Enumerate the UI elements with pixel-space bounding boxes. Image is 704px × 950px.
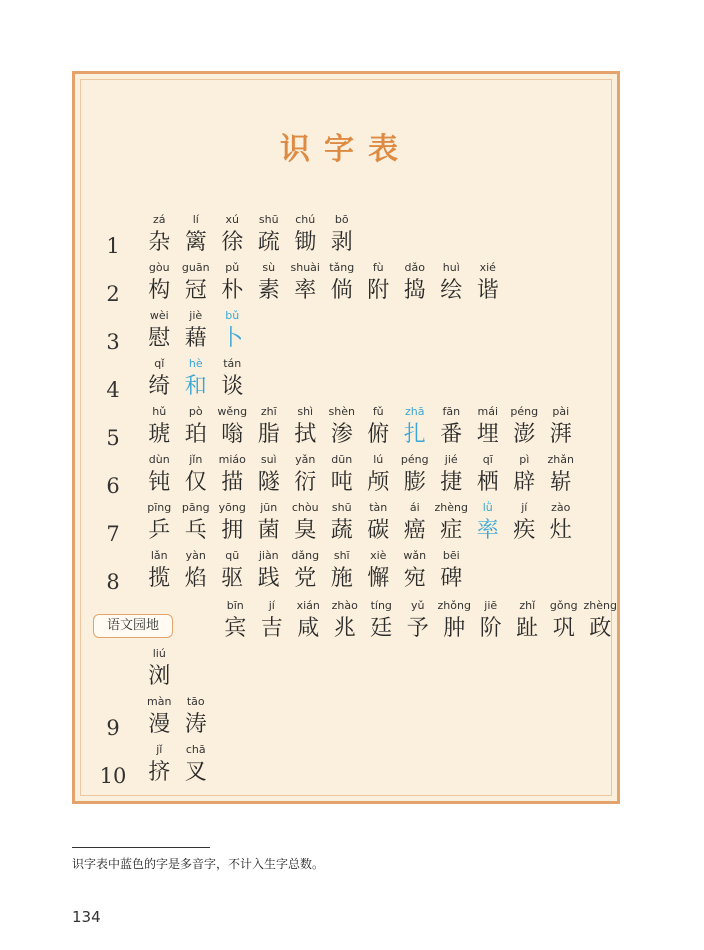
hanzi: 琥	[148, 422, 171, 447]
hanzi: 剥	[330, 230, 353, 255]
pinyin: jié	[444, 453, 458, 466]
pinyin: huì	[442, 261, 460, 274]
hanzi: 趾	[516, 616, 539, 641]
character-cell	[543, 404, 580, 450]
pinyin: xú	[225, 213, 239, 226]
pinyin: shū	[331, 501, 352, 514]
pinyin: jǐn	[189, 453, 203, 466]
hanzi: 施	[330, 566, 353, 591]
pinyin: pǔ	[225, 261, 240, 274]
character-cell	[543, 500, 580, 546]
pinyin: sù	[262, 261, 276, 274]
hanzi: 徐	[221, 230, 244, 255]
hanzi: 咸	[297, 616, 320, 641]
pinyin: yǔ	[411, 599, 425, 612]
pinyin: jí	[268, 599, 275, 612]
pinyin: fù	[372, 261, 384, 274]
hanzi: 疾	[513, 518, 536, 543]
character-cell	[433, 260, 470, 306]
hanzi: 率	[294, 278, 317, 303]
pinyin: chòu	[291, 501, 319, 514]
pinyin: gòu	[148, 261, 170, 274]
character-cell	[433, 452, 470, 498]
character-list	[141, 742, 214, 788]
hanzi: 钝	[148, 470, 171, 495]
lesson-number: 3	[106, 330, 120, 354]
hanzi: 衍	[294, 470, 317, 495]
hanzi: 兆	[333, 616, 356, 641]
page-number: 134	[72, 908, 101, 926]
pinyin: xián	[296, 599, 320, 612]
character-cell	[543, 452, 580, 498]
lesson-number: 8	[106, 570, 120, 594]
pinyin: lú	[373, 453, 384, 466]
character-cell	[251, 500, 288, 546]
vocabulary-row	[93, 694, 613, 740]
pinyin: pò	[188, 405, 203, 418]
pinyin: bīn	[226, 599, 244, 612]
character-cell	[324, 452, 361, 498]
hanzi: 焰	[184, 566, 207, 591]
character-cell	[433, 500, 470, 546]
footnote: 识字表中蓝色的字是多音字，不计入生字总数。	[72, 857, 325, 871]
character-cell	[470, 260, 507, 306]
lesson-number: 6	[106, 474, 120, 498]
pinyin: tàn	[369, 501, 388, 514]
hanzi: 栖	[476, 470, 499, 495]
vocabulary-row	[93, 598, 617, 644]
hanzi: 疏	[257, 230, 280, 255]
character-cell	[287, 212, 324, 258]
pinyin: shī	[333, 549, 350, 562]
character-cell	[251, 212, 288, 258]
hanzi: 绘	[440, 278, 463, 303]
character-cell	[214, 500, 251, 546]
hanzi: 隧	[257, 470, 280, 495]
character-cell	[141, 500, 178, 546]
pinyin: wèi	[149, 309, 169, 322]
character-cell	[254, 598, 291, 644]
hanzi: 症	[440, 518, 463, 543]
yuwen-yuandi-badge: 语文园地	[93, 614, 173, 638]
character-list	[141, 260, 506, 306]
character-cell	[178, 308, 215, 354]
pinyin: zhā	[405, 405, 425, 418]
hanzi: 率	[476, 518, 499, 543]
hanzi: 肿	[443, 616, 466, 641]
lesson-number: 9	[106, 716, 120, 740]
hanzi: 篱	[184, 230, 207, 255]
character-cell	[214, 548, 251, 594]
hanzi: 碑	[440, 566, 463, 591]
character-cell	[360, 260, 397, 306]
pinyin: wǎn	[403, 549, 427, 562]
hanzi: 吨	[330, 470, 353, 495]
character-cell	[251, 452, 288, 498]
pinyin: fān	[442, 405, 461, 418]
character-cell	[397, 260, 434, 306]
pinyin: jiè	[189, 309, 203, 322]
pinyin: bēi	[442, 549, 460, 562]
character-cell	[506, 404, 543, 450]
pinyin: zhǒng	[437, 599, 471, 612]
character-cell	[360, 548, 397, 594]
character-cell	[214, 452, 251, 498]
pinyin: tán	[223, 357, 242, 370]
character-cell	[178, 452, 215, 498]
character-cell	[217, 598, 254, 644]
hanzi: 捷	[440, 470, 463, 495]
hanzi: 倘	[330, 278, 353, 303]
character-list	[141, 500, 579, 546]
pinyin: tǎng	[329, 261, 355, 274]
hanzi: 谈	[221, 374, 244, 399]
hanzi: 捣	[403, 278, 426, 303]
hanzi: 驱	[221, 566, 244, 591]
character-cell	[360, 404, 397, 450]
hanzi: 癌	[403, 518, 426, 543]
character-cell	[178, 260, 215, 306]
pinyin: shèn	[328, 405, 355, 418]
hanzi: 臭	[294, 518, 317, 543]
character-cell	[433, 404, 470, 450]
hanzi: 湃	[549, 422, 572, 447]
pinyin: shì	[297, 405, 314, 418]
hanzi: 膨	[403, 470, 426, 495]
pinyin: liú	[152, 647, 166, 660]
pinyin: shū	[258, 213, 279, 226]
character-cell	[141, 646, 178, 692]
character-cell	[509, 598, 546, 644]
hanzi: 挤	[148, 760, 171, 785]
hanzi: 渗	[330, 422, 353, 447]
pinyin: bō	[334, 213, 349, 226]
pinyin: tíng	[370, 599, 392, 612]
polyphonic-character	[397, 404, 434, 450]
character-cell	[214, 260, 251, 306]
hanzi: 阶	[479, 616, 502, 641]
pinyin: ái	[409, 501, 420, 514]
character-cell	[178, 548, 215, 594]
character-list	[217, 598, 619, 644]
character-cell	[178, 500, 215, 546]
pinyin: zhǎn	[547, 453, 574, 466]
pinyin: zhèng	[583, 599, 617, 612]
pinyin: yǎn	[295, 453, 316, 466]
character-cell	[324, 260, 361, 306]
hanzi: 珀	[184, 422, 207, 447]
character-cell	[251, 404, 288, 450]
hanzi: 巩	[552, 616, 575, 641]
character-cell	[506, 452, 543, 498]
vocabulary-row	[93, 308, 613, 354]
character-cell	[324, 212, 361, 258]
vocabulary-row	[93, 356, 613, 402]
pinyin: fǔ	[372, 405, 384, 418]
hanzi: 拥	[221, 518, 244, 543]
vocabulary-row	[93, 548, 613, 594]
hanzi: 党	[294, 566, 317, 591]
hanzi: 灶	[549, 518, 572, 543]
lesson-number: 7	[106, 522, 120, 546]
hanzi: 扎	[403, 422, 426, 447]
pinyin: jiàn	[258, 549, 279, 562]
hanzi: 廷	[370, 616, 393, 641]
hanzi: 素	[257, 278, 280, 303]
character-cell	[287, 260, 324, 306]
hanzi: 宛	[403, 566, 426, 591]
pinyin: lǜ	[482, 501, 493, 514]
pinyin: xié	[479, 261, 496, 274]
pinyin: bǔ	[225, 309, 240, 322]
pinyin: chú	[295, 213, 316, 226]
hanzi: 拭	[294, 422, 317, 447]
pinyin: zhào	[331, 599, 358, 612]
character-cell	[324, 500, 361, 546]
character-cell	[287, 452, 324, 498]
character-cell	[141, 404, 178, 450]
hanzi: 崭	[549, 470, 572, 495]
hanzi: 冠	[184, 278, 207, 303]
character-cell	[582, 598, 619, 644]
character-cell	[251, 260, 288, 306]
hanzi: 藉	[184, 326, 207, 351]
polyphonic-character	[214, 308, 251, 354]
pinyin: yōng	[218, 501, 246, 514]
character-cell	[363, 598, 400, 644]
hanzi: 践	[257, 566, 280, 591]
character-cell	[473, 598, 510, 644]
vocabulary-row	[93, 260, 613, 306]
hanzi: 慰	[148, 326, 171, 351]
hanzi: 朴	[221, 278, 244, 303]
pinyin: zhī	[260, 405, 277, 418]
character-cell	[178, 404, 215, 450]
vocabulary-row	[93, 742, 613, 788]
hanzi: 卜	[221, 326, 244, 351]
character-cell	[178, 742, 215, 788]
character-cell	[546, 598, 583, 644]
character-cell	[433, 548, 470, 594]
hanzi: 政	[589, 616, 612, 641]
character-list	[141, 694, 214, 740]
character-cell	[324, 404, 361, 450]
character-cell	[506, 500, 543, 546]
hanzi: 漫	[148, 712, 171, 737]
character-cell	[178, 212, 215, 258]
character-list	[141, 452, 579, 498]
hanzi: 揽	[148, 566, 171, 591]
hanzi: 菌	[257, 518, 280, 543]
character-cell	[141, 694, 178, 740]
pinyin: dūn	[331, 453, 353, 466]
character-cell	[287, 548, 324, 594]
character-cell	[470, 404, 507, 450]
character-list	[141, 212, 360, 258]
hanzi: 附	[367, 278, 390, 303]
character-list	[141, 308, 251, 354]
pinyin: pì	[519, 453, 530, 466]
character-cell	[178, 694, 215, 740]
character-cell	[360, 500, 397, 546]
pinyin: màn	[147, 695, 172, 708]
pinyin: xiè	[370, 549, 387, 562]
lesson-number: 2	[106, 282, 120, 306]
pinyin: lǎn	[150, 549, 168, 562]
hanzi: 叉	[184, 760, 207, 785]
pinyin: pīng	[147, 501, 172, 514]
pinyin: dǎng	[291, 549, 320, 562]
hanzi: 蔬	[330, 518, 353, 543]
hanzi: 涛	[184, 712, 207, 737]
hanzi: 描	[221, 470, 244, 495]
pinyin: mái	[477, 405, 498, 418]
pinyin: qū	[225, 549, 240, 562]
character-cell	[214, 356, 251, 402]
character-cell	[397, 548, 434, 594]
hanzi: 和	[184, 374, 207, 399]
character-cell	[360, 452, 397, 498]
pinyin: wěng	[217, 405, 248, 418]
hanzi: 构	[148, 278, 171, 303]
pinyin: dǎo	[404, 261, 425, 274]
vocabulary-table-frame	[72, 71, 620, 804]
hanzi: 辟	[513, 470, 536, 495]
pinyin: qǐ	[154, 357, 165, 370]
character-cell	[400, 598, 437, 644]
hanzi: 锄	[294, 230, 317, 255]
pinyin: lí	[192, 213, 199, 226]
vocabulary-row	[93, 646, 613, 692]
hanzi: 颅	[367, 470, 390, 495]
character-cell	[470, 452, 507, 498]
hanzi: 杂	[148, 230, 171, 255]
pinyin: dùn	[148, 453, 170, 466]
character-list	[141, 646, 178, 692]
character-cell	[251, 548, 288, 594]
pinyin: jǐ	[156, 743, 163, 756]
hanzi: 绮	[148, 374, 171, 399]
pinyin: qī	[482, 453, 493, 466]
pinyin: tāo	[186, 695, 205, 708]
character-list	[141, 404, 579, 450]
character-cell	[141, 452, 178, 498]
character-cell	[141, 212, 178, 258]
pinyin: guān	[181, 261, 210, 274]
hanzi: 嗡	[221, 422, 244, 447]
pinyin: pài	[552, 405, 570, 418]
vocabulary-row	[93, 452, 613, 498]
hanzi: 宾	[224, 616, 247, 641]
character-list	[141, 356, 251, 402]
lesson-number: 10	[99, 764, 127, 788]
hanzi: 番	[440, 422, 463, 447]
pinyin: shuài	[290, 261, 320, 274]
character-cell	[287, 404, 324, 450]
polyphonic-character	[470, 500, 507, 546]
character-cell	[287, 500, 324, 546]
character-cell	[141, 548, 178, 594]
vocabulary-row	[93, 212, 613, 258]
vocabulary-row	[93, 500, 613, 546]
character-cell	[214, 212, 251, 258]
pinyin: miáo	[218, 453, 246, 466]
character-cell	[141, 308, 178, 354]
character-cell	[324, 548, 361, 594]
vocabulary-row	[93, 404, 613, 450]
footnote-divider	[72, 847, 210, 848]
hanzi: 埋	[476, 422, 499, 447]
pinyin: hè	[188, 357, 203, 370]
hanzi: 脂	[257, 422, 280, 447]
hanzi: 浏	[148, 664, 171, 689]
hanzi: 予	[406, 616, 429, 641]
character-list	[141, 548, 470, 594]
hanzi: 懈	[367, 566, 390, 591]
hanzi: 乓	[184, 518, 207, 543]
pinyin: zhǐ	[519, 599, 536, 612]
hanzi: 澎	[513, 422, 536, 447]
character-cell	[327, 598, 364, 644]
character-cell	[141, 742, 178, 788]
pinyin: hǔ	[152, 405, 167, 418]
lesson-number: 5	[106, 426, 120, 450]
hanzi: 仅	[184, 470, 207, 495]
pinyin: zào	[551, 501, 571, 514]
pinyin: jiē	[484, 599, 498, 612]
hanzi: 乒	[148, 518, 171, 543]
hanzi: 俯	[367, 422, 390, 447]
hanzi: 碳	[367, 518, 390, 543]
pinyin: pāng	[181, 501, 210, 514]
pinyin: zá	[152, 213, 166, 226]
pinyin: gǒng	[549, 599, 578, 612]
page-title: 识字表	[280, 132, 412, 167]
character-cell	[214, 404, 251, 450]
pinyin: chā	[185, 743, 206, 756]
pinyin: péng	[510, 405, 539, 418]
character-cell	[397, 500, 434, 546]
lesson-number: 4	[106, 378, 120, 402]
pinyin: suì	[260, 453, 277, 466]
character-cell	[141, 356, 178, 402]
pinyin: zhèng	[434, 501, 468, 514]
lesson-number: 1	[106, 234, 120, 258]
hanzi: 吉	[260, 616, 283, 641]
pinyin: jí	[521, 501, 528, 514]
character-cell	[397, 452, 434, 498]
polyphonic-character	[178, 356, 215, 402]
character-cell	[436, 598, 473, 644]
pinyin: péng	[400, 453, 429, 466]
hanzi: 谐	[476, 278, 499, 303]
pinyin: yàn	[185, 549, 206, 562]
pinyin: jūn	[260, 501, 278, 514]
character-cell	[141, 260, 178, 306]
character-cell	[290, 598, 327, 644]
